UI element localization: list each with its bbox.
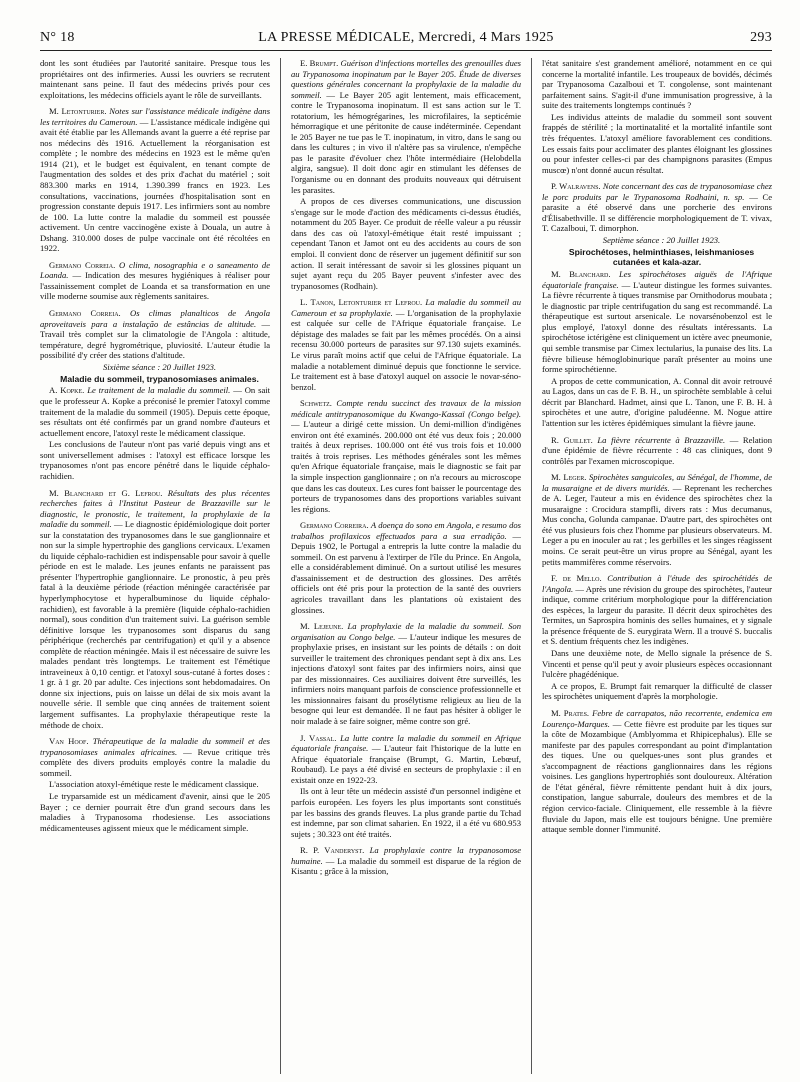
- article-paragraph: [542, 181, 772, 234]
- article-paragraph: [542, 112, 772, 175]
- author-name: R. Guillet.: [551, 434, 593, 445]
- paragraph-text: Ils ont à leur tête un médecin assisté d'un personnel indigène et parfois européen. Les foyers les plus importants sont constitués par les bassins des grands fleuves. La plus grande partie du Tchad est indemne, par son climat saharien. En 1922, il a été vu 680.953 sujets ; 30.323 ont été traités.: [291, 786, 522, 839]
- author-name: M. Blanchard.: [551, 269, 611, 280]
- article-title: La maladie du sommeil au Cameroun et sa prophylaxie.: [291, 297, 522, 318]
- article-paragraph: [542, 708, 772, 835]
- session-date: Septième séance : 20 Juillet 1923.: [602, 235, 721, 246]
- paragraph-text: — Reprenant les recherches de A. Leger, l'auteur a mis en évidence des spirochètes chez la musaraigne : Crocidura stampfli, divers rats : Mus decumanus, Mus concha, Golunda campanae. D'autre part, des spirochètes ont été vus plusieurs fois chez l'homme par plusieurs observateurs. M. Leger a pu en inoculer au rat ; les gerbilles et les singes réagissent moins. Ce serait peut-être un virus propre au Sénégal, ayant les petits mammifères comme réservoirs.: [542, 482, 773, 567]
- author-name: M. Letonturier.: [49, 106, 107, 117]
- header-rule: [40, 50, 772, 51]
- paragraph-text: — L'assistance médicale indigène qui avait été établie par les Allemands avant la guerre a été reprise par nos médecins dès 1916. Actuellement la réorganisation est complète ; le nombre des médecins en 1923 est le même qu'en 1914 (21), et le budget est équivalent, en tenant compte de l'augmentation des soldes et des prix d'achat du matériel ; soit 883.300 marks en 1914, 1.390.399 francs en 1923. Les consultations, vaccinations, journées d'hospitalisation sont en progression constante depuis 1917. Les infirmiers sont au nombre de 100. La lutte contre la maladie du sommeil est poussée activement. Un centre vaccinogène existe à Douala, un autre à Dshang. 310.000 doses de pulpe vaccinale ont été récoltées en 1922.: [40, 116, 271, 254]
- article-paragraph: [40, 736, 270, 778]
- journal-title-date: LA PRESSE MÉDICALE, Mercredi, 4 Mars 1925: [258, 30, 554, 45]
- article-paragraph: [542, 58, 772, 111]
- article-title: O clima, nosographia e o saneamento de Loanda.: [40, 259, 271, 281]
- article-title: Les spirochétoses aiguës de l'Afrique équatoriale française.: [542, 269, 773, 290]
- article-columns: [40, 58, 772, 1074]
- paragraph-text: — Le Bayer 205 agit lentement, mais efficacement, contre le Trypanosoma inopinatum. Il est sans action sur le T. rotatorium, les hémogrégarines, les microfilaires, la septicémie hémorragique et une péritonite de cause indéterminée. Cependant le 205 Bayer ne tue pas le T. inopinatum, in vitro, dans le sang ou dans les cultures ; in vivo il n'altère pas sa virulence, n'empêche pas le parasite d'évoluer chez l'hôte intermédiaire (Helobdella algira, sangsue). Il doit donc agir en stimulant les défenses de l'organisme ou en donnant des produits nouveaux qui détruisent les parasites.: [291, 89, 522, 195]
- paragraph-text: Dans une deuxième note, de Mello signale la présence de S. Vincenti et pense qu'il peut y avoir plusieurs espèces occasionnant l'ulcère phagédénique.: [542, 648, 773, 680]
- article-title: Febre de carrapatos, não recorrente, endemica em Lourenço-Marques.: [542, 708, 773, 729]
- column-3: [542, 58, 772, 1074]
- article-title: La lutte contre la maladie du sommeil en Afrique équatoriale française.: [291, 732, 522, 754]
- paragraph-text: dont les sont étudiées par l'autorité sanitaire. Presque tous les propriétaires ont des infirmeries. Aussi les ouvriers se recrutent maintenant sans peine. Il faut des médecins privés pour ces exploitations, les médecins officiels ayant le rôle de surveillants.: [40, 58, 271, 100]
- article-paragraph: [542, 681, 772, 702]
- issue-number: N° 18: [40, 30, 75, 45]
- author-name: Schwetz.: [300, 398, 332, 409]
- column-divider: [280, 58, 281, 1074]
- paragraph-text: — Depuis 1902, le Portugal a entrepris la lutte contre la maladie du sommeil. On est parvenu à l'extirper de l'île du Prince. En Angola, elle a considérablement diminué. On a surtout utilisé les mesures d'assainissement et de destruction des glossines. Des arrêtés officiels ont été pris pour la protection de la santé des ouvriers agricoles travaillant dans les plantations où existaient des glossines.: [291, 530, 522, 615]
- article-paragraph: [291, 621, 521, 726]
- article-paragraph: [542, 472, 772, 567]
- paragraph-text: — L'auteur fait l'historique de la lutte en Afrique équatoriale française (Brumpt, G. Martin, Lebœuf, Roubaud). Le pays a été divisé en secteurs de prophylaxie : il en existait onze en 1922-23.: [291, 743, 522, 785]
- page-number: 293: [750, 30, 772, 45]
- article-paragraph: [40, 779, 270, 790]
- paragraph-text: l'état sanitaire s'est grandement amélioré, notamment en ce qui concerne la mortalité infantile. Les troupeaux de bovidés, décimés par Trypanosoma Cazalboui et T. congolense, sont maintenant parfaitement sains. S'agit-il d'une immunisation progressive, à la suite des traitements longtemps continués ?: [542, 58, 773, 111]
- paragraph-text: — Revue critique très complète des divers produits employés contre la maladie du sommeil.: [40, 746, 271, 778]
- article-paragraph: [291, 520, 521, 615]
- paragraph-text: — Après une révision du groupe des spirochètes, l'auteur indique, comme critérium morphologique pour la différenciation des espèces, la largeur du parasite. Il décrit deux spirochètes des Termites, un Saprospira hominis des selles humaines, et y signale la présence fréquente de S. eurygirata Wern. Il a trouvé S. buccalis et S. dentium fréquents chez les indigènes.: [542, 583, 773, 647]
- author-name: Van Hoof.: [49, 736, 89, 747]
- session-date: Sixième séance : 20 Juillet 1923.: [102, 361, 217, 372]
- article-paragraph: [542, 648, 772, 680]
- article-title: La fièvre récurrente à Brazzaville.: [597, 434, 726, 445]
- author-name: L. Tanon, Letonturier et Lefrou.: [300, 297, 423, 308]
- article-paragraph: [291, 58, 521, 195]
- paragraph-text: — Indication des mesures hygiéniques à réaliser pour l'assainissement complet de Loanda et sa transformation en une ville moderne soumise aux règlements sanitaires.: [40, 270, 271, 302]
- article-title: Notes sur l'assistance médicale indigène dans les territoires du Cameroun.: [40, 106, 271, 127]
- paragraph-text: A propos de ces diverses communications, une discussion s'engage sur le mode d'action des médicaments ci-dessus étudiés, notamment du 205 Bayer. Ce produit de réelle valeur a pu réussir dans des cas où l'atoxyl-émétique était resté impuissant ; cependant Tanon et Jamot ont eu des accidents au cours de son emploi. Il convient donc de réserver un jugement définitif sur son action. Il serait intéressant de savoir si les glossines piquant un sujet ayant reçu du 205 Bayer peuvent s'infester avec des trypanosomes (Rodhain).: [291, 196, 522, 291]
- column-divider: [531, 58, 532, 1074]
- article-title: Résultats des plus récentes recherches faites à l'Institut Pasteur de Brazzaville sur le diagnostic, le pronostic, le traitement, la prophylaxie de la maladie du sommeil.: [40, 487, 271, 530]
- author-name: M. Blanchard et G. Lefrou.: [49, 487, 163, 498]
- author-name: P. Walravens.: [551, 181, 601, 192]
- author-name: R. P. Vanderyst.: [300, 845, 365, 856]
- author-name: A. Kopke.: [49, 385, 85, 396]
- article-paragraph: [40, 308, 270, 361]
- article-title: Thérapeutique de la maladie du sommeil et des trypanosomiases animales africaines.: [40, 736, 271, 757]
- paragraph-text: — Travail très complet sur la climatologie de l'Angola : altitude, température, degré hygrométrique, pluviosité. L'auteur étudie la possibilité d'y créer des stations d'altitude.: [40, 318, 271, 361]
- paragraph-text: — L'auteur distingue les formes suivantes. La fièvre récurrente à tiques transmise par Ornithodorus moubata ; le diagnostic par triple centrifugation du sang est recommandé. La thérapeutique est surtout arsenicale. Le novarsénobenzol est le plus employé, l'atoxyl donne des résultats intéressants. La spirochétose ictérigène est cliniquement un ictère avec pneumonie, qui semble transmise par Cimex lectularius, la punaise des lits. La fièvre bilieuse hémoglobinurique paraît présenter au moins une forme spirochétienne.: [542, 279, 773, 375]
- paragraph-text: — Le diagnostic épidémiologique doit porter sur la constatation des trypanosomes dans le sue ganglionnaire et non sur la simple hypertrophie des ganglions cervicaux. L'examen du liquide céphalo-rachidien est indispensable pour savoir à quelle période en est le malade. Les jeunes enfants ne paraissent pas présenter l'hypertrophie ganglionnaire. Le pronostic, à peu près fatal à la deuxième période (réaction méningée caractérisée par hyperlymphocytose et hyperalbuminose du liquide céphalo-rachidien), est favorable à la première (liquide céphalo-rachidien normal), sous condition d'un traitement suivi. La guérison semble définitive lorsque les trypanosomes sont disparus du sang périphérique (recherchés par centrifugation) et qu'il y a absence complète de réaction méningée. Mais il est nécessaire de suivre les malades pendant très longtemps. Le traitement est l'émétique intraveineux à 0,10 centigr. et l'atoxyl sous-cutané à fortes doses : 1 gr. à 1 gr. 20 par adulte. Ces injections sont hebdomadaires. On donne six injections, puis on laisse un délai de six mois avant la nouvelle série. Il semble que cinq années de traitement soient largement suffisantes. La prophylaxie thérapeutique reste la méthode de choix.: [40, 519, 271, 730]
- article-paragraph: [40, 488, 270, 731]
- author-name: E. Brumpt.: [300, 58, 339, 68]
- article-paragraph: [40, 791, 270, 833]
- article-title: Guérison d'infections mortelles des grenouilles dues au Trypanosoma inopinatum par le Bayer 205. Étude de diverses questions générales concernant la prophylaxie de la maladie du sommeil.: [291, 58, 522, 100]
- article-title: Os climas planalticos de Angola aproveitaveis para a instalação de estâncias de altitude.: [40, 308, 271, 329]
- article-paragraph: [40, 106, 270, 254]
- article-paragraph: [542, 376, 772, 429]
- article-paragraph: [291, 786, 521, 839]
- paragraph-text: — L'organisation de la prophylaxie est calquée sur celle de l'Afrique équatoriale française. Le dépistage des malades se fait par les mêmes procédés. On a ainsi recensu 30.000 porteurs de parasites sur 97.130 sujets examinés. Le virus paraît moins actif que celui de l'Afrique équatoriale. La maladie a notablement diminué depuis que fonctionne le service. Le traitement est à base d'atoxyl auquel on associe le novar-séno-benzol.: [291, 307, 522, 392]
- article-paragraph: [40, 260, 270, 302]
- paragraph-text: Les conclusions de l'auteur n'ont pas varié depuis vingt ans et sont universellement admises : l'atoxyl est efficace lorsque les trypanosomes n'ont pas encore pénétré dans le liquide céphalo-rachidien.: [40, 439, 271, 481]
- author-name: J. Vassal.: [300, 732, 337, 743]
- article-paragraph: [40, 439, 270, 481]
- article-title: A doença do sono em Angola, e resumo dos trabalhos profilaxicos effectuados para a sua erradição.: [291, 520, 522, 541]
- article-paragraph: [40, 58, 270, 100]
- article-paragraph: [542, 435, 772, 467]
- paragraph-text: A ce propos, E. Brumpt fait remarquer la difficulté de classer les spirochètes uniquement d'après la morphologie.: [542, 680, 773, 702]
- section-heading: Spirochétoses, helminthiases, leishmanioses cutanées et kala-azar.: [568, 246, 755, 268]
- author-name: Germano Correira.: [300, 520, 369, 531]
- author-name: M. Prates.: [551, 708, 590, 719]
- page-header: [40, 30, 772, 50]
- article-paragraph: [291, 845, 521, 877]
- article-title: La prophylaxie de la maladie du sommeil. Son organisation au Congo belge.: [291, 621, 522, 642]
- paragraph-text: Les individus atteints de maladie du sommeil sont souvent frappés de stérilité ; la mortinatalité et la mortalité infantile sont très fréquentes. L'atoxyl améliore favorablement ces conditions. Les essais faits pour acclimater des plantes éloignant les glossines ou pour infester celles-ci par des champignons parasites (Empus muscœ) n'ont donné aucun résultat.: [542, 111, 773, 175]
- article-paragraph: [291, 297, 521, 392]
- paragraph-text: — On sait que le professeur A. Kopke a préconisé le premier l'atoxyl comme traitement de la maladie du sommeil (1905). Depuis cette époque, ses résultats ont été confirmés par un grand nombre d'auteurs et actuellement encore, l'atoxyl reste le médicament classique.: [40, 385, 271, 438]
- author-name: M. Lejeune.: [300, 621, 344, 632]
- article-title: Note concernant des cas de trypanosomiase chez le porc produits par le Trypanosoma Rodhaini, n. sp.: [542, 181, 773, 202]
- author-name: M. Leger.: [551, 472, 587, 483]
- article-paragraph: [542, 269, 772, 374]
- article-title: Contribution à l'étude des spirochétidés de l'Angola.: [542, 573, 773, 594]
- author-name: F. de Mello.: [551, 573, 602, 584]
- column-1: [40, 58, 270, 1074]
- author-name: Germano Correia.: [49, 308, 121, 319]
- section-heading: Maladie du sommeil, trypanosomiases animales.: [60, 373, 259, 384]
- paragraph-text: A propos de cette communication, A. Connal dit avoir retrouvé au Lagos, dans un cas de F. B. H., un spirochète semblable à celui décrit par Blanchard. Hadmet, ainsi que L. Tanon, une F. B. H. à spirochètes et une autre, d'origine paludéenne. M. Nogue attire l'attention sur les ictères épidémiques simulant la fièvre jaune.: [542, 375, 773, 428]
- article-paragraph: [291, 733, 521, 786]
- paragraph-text: L'association atoxyl-émétique reste le médicament classique.: [49, 779, 259, 790]
- column-2: [291, 58, 521, 1074]
- article-title: Le traitement de la maladie du sommeil.: [87, 385, 231, 396]
- article-paragraph: [40, 385, 270, 438]
- paragraph-text: — Ce parasite a été observé dans une porcherie des environs d'Élisabethville. Il se différencie morphologiquement de T. vivax, T. Cazalboui, T. dimorphon.: [542, 191, 773, 234]
- article-title: La prophylaxie contre la trypanosomose humaine.: [291, 845, 522, 866]
- author-name: Germano Correia.: [49, 259, 116, 270]
- paragraph-text: — L'auteur a dirigé cette mission. Un demi-million d'indigènes environ ont été examinés. 200.000 ont été vus deux fois ; 20.000 traités à deux reprises. 100.000 ont été vus trois fois et 10.000 traités à trois reprises. Les méthodes générales sont les mêmes qu'en Afrique équatoriale française, mais le diagnostic se fait par la simple inspection ganglionnaire ; on n'a recours au microscope que dans les cas douteux. Les cures font baisser le pourcentage des porteurs de trypanosomes dans des proportions variables suivant les régions.: [291, 419, 522, 514]
- article-paragraph: [291, 398, 521, 514]
- paragraph-text: — Cette fièvre est produite par les tiques sur la côte de Mozambique (Amblyomma et Rhipicephalus). Elle se manifeste par des papules correspondant au point d'implantation des tiques. Une ou quelques-unes sont plus grandes et s'accompagnent de réactions ganglionnaires dans les régions voisines. Les ganglions hypertrophiés sont douloureux. Altération de l'état général, fièvre rémittente pendant huit à dix jours, constipation, langue saburrale, douleurs des membres et de la région cervico-faciale. Cliniquement, elle ressemble à la fièvre fluviale du Japon, mais elle est toujours bénigne. Une première attaque semble donner l'immunité.: [542, 718, 773, 835]
- article-paragraph: [291, 196, 521, 291]
- article-title: Spirochètes sanguicoles, au Sénégal, de l'homme, de la musaraigne et de divers muridés.: [542, 472, 773, 493]
- paragraph-text: — La maladie du sommeil est disparue de la région de Kisantu ; grâce à la mission,: [291, 855, 522, 877]
- article-paragraph: [542, 573, 772, 647]
- article-title: Compte rendu succinct des travaux de la mission médicale antitrypanosomique du Kwango-Kassaï (Congo belge).: [291, 398, 522, 419]
- paragraph-text: — Relation d'une épidémie de fièvre récurrente : 48 cas cliniques, dont 9 contrôlés par l'examen microscopique.: [542, 434, 773, 466]
- paragraph-text: Le tryparsamide est un médicament d'avenir, ainsi que le 205 Bayer ; ce dernier pourrait être d'un grand secours dans les maladies à Trypanosoma rhodesiense. Les associations médicamenteuses agissent mieux que le médicament simple.: [40, 791, 271, 833]
- paragraph-text: — L'auteur indique les mesures de prophylaxie prises, en insistant sur les points de détails : on doit surveiller le traitement des chroniques pendant sept à dix ans. Les injections d'atoxyl sont faites par des infirmiers noirs, ainsi que par des missionnaires. Ces auxiliaires doivent être surveillés, les infirmiers noirs manquant parfois de conscience professionnelle et les missionnaires faisant du prosélytisme religieux au lieu de la besogne qui leur est demandée. Il ne faut pas hésiter à obliger le noir malade à se faire soigner, même contre son gré.: [291, 631, 522, 726]
